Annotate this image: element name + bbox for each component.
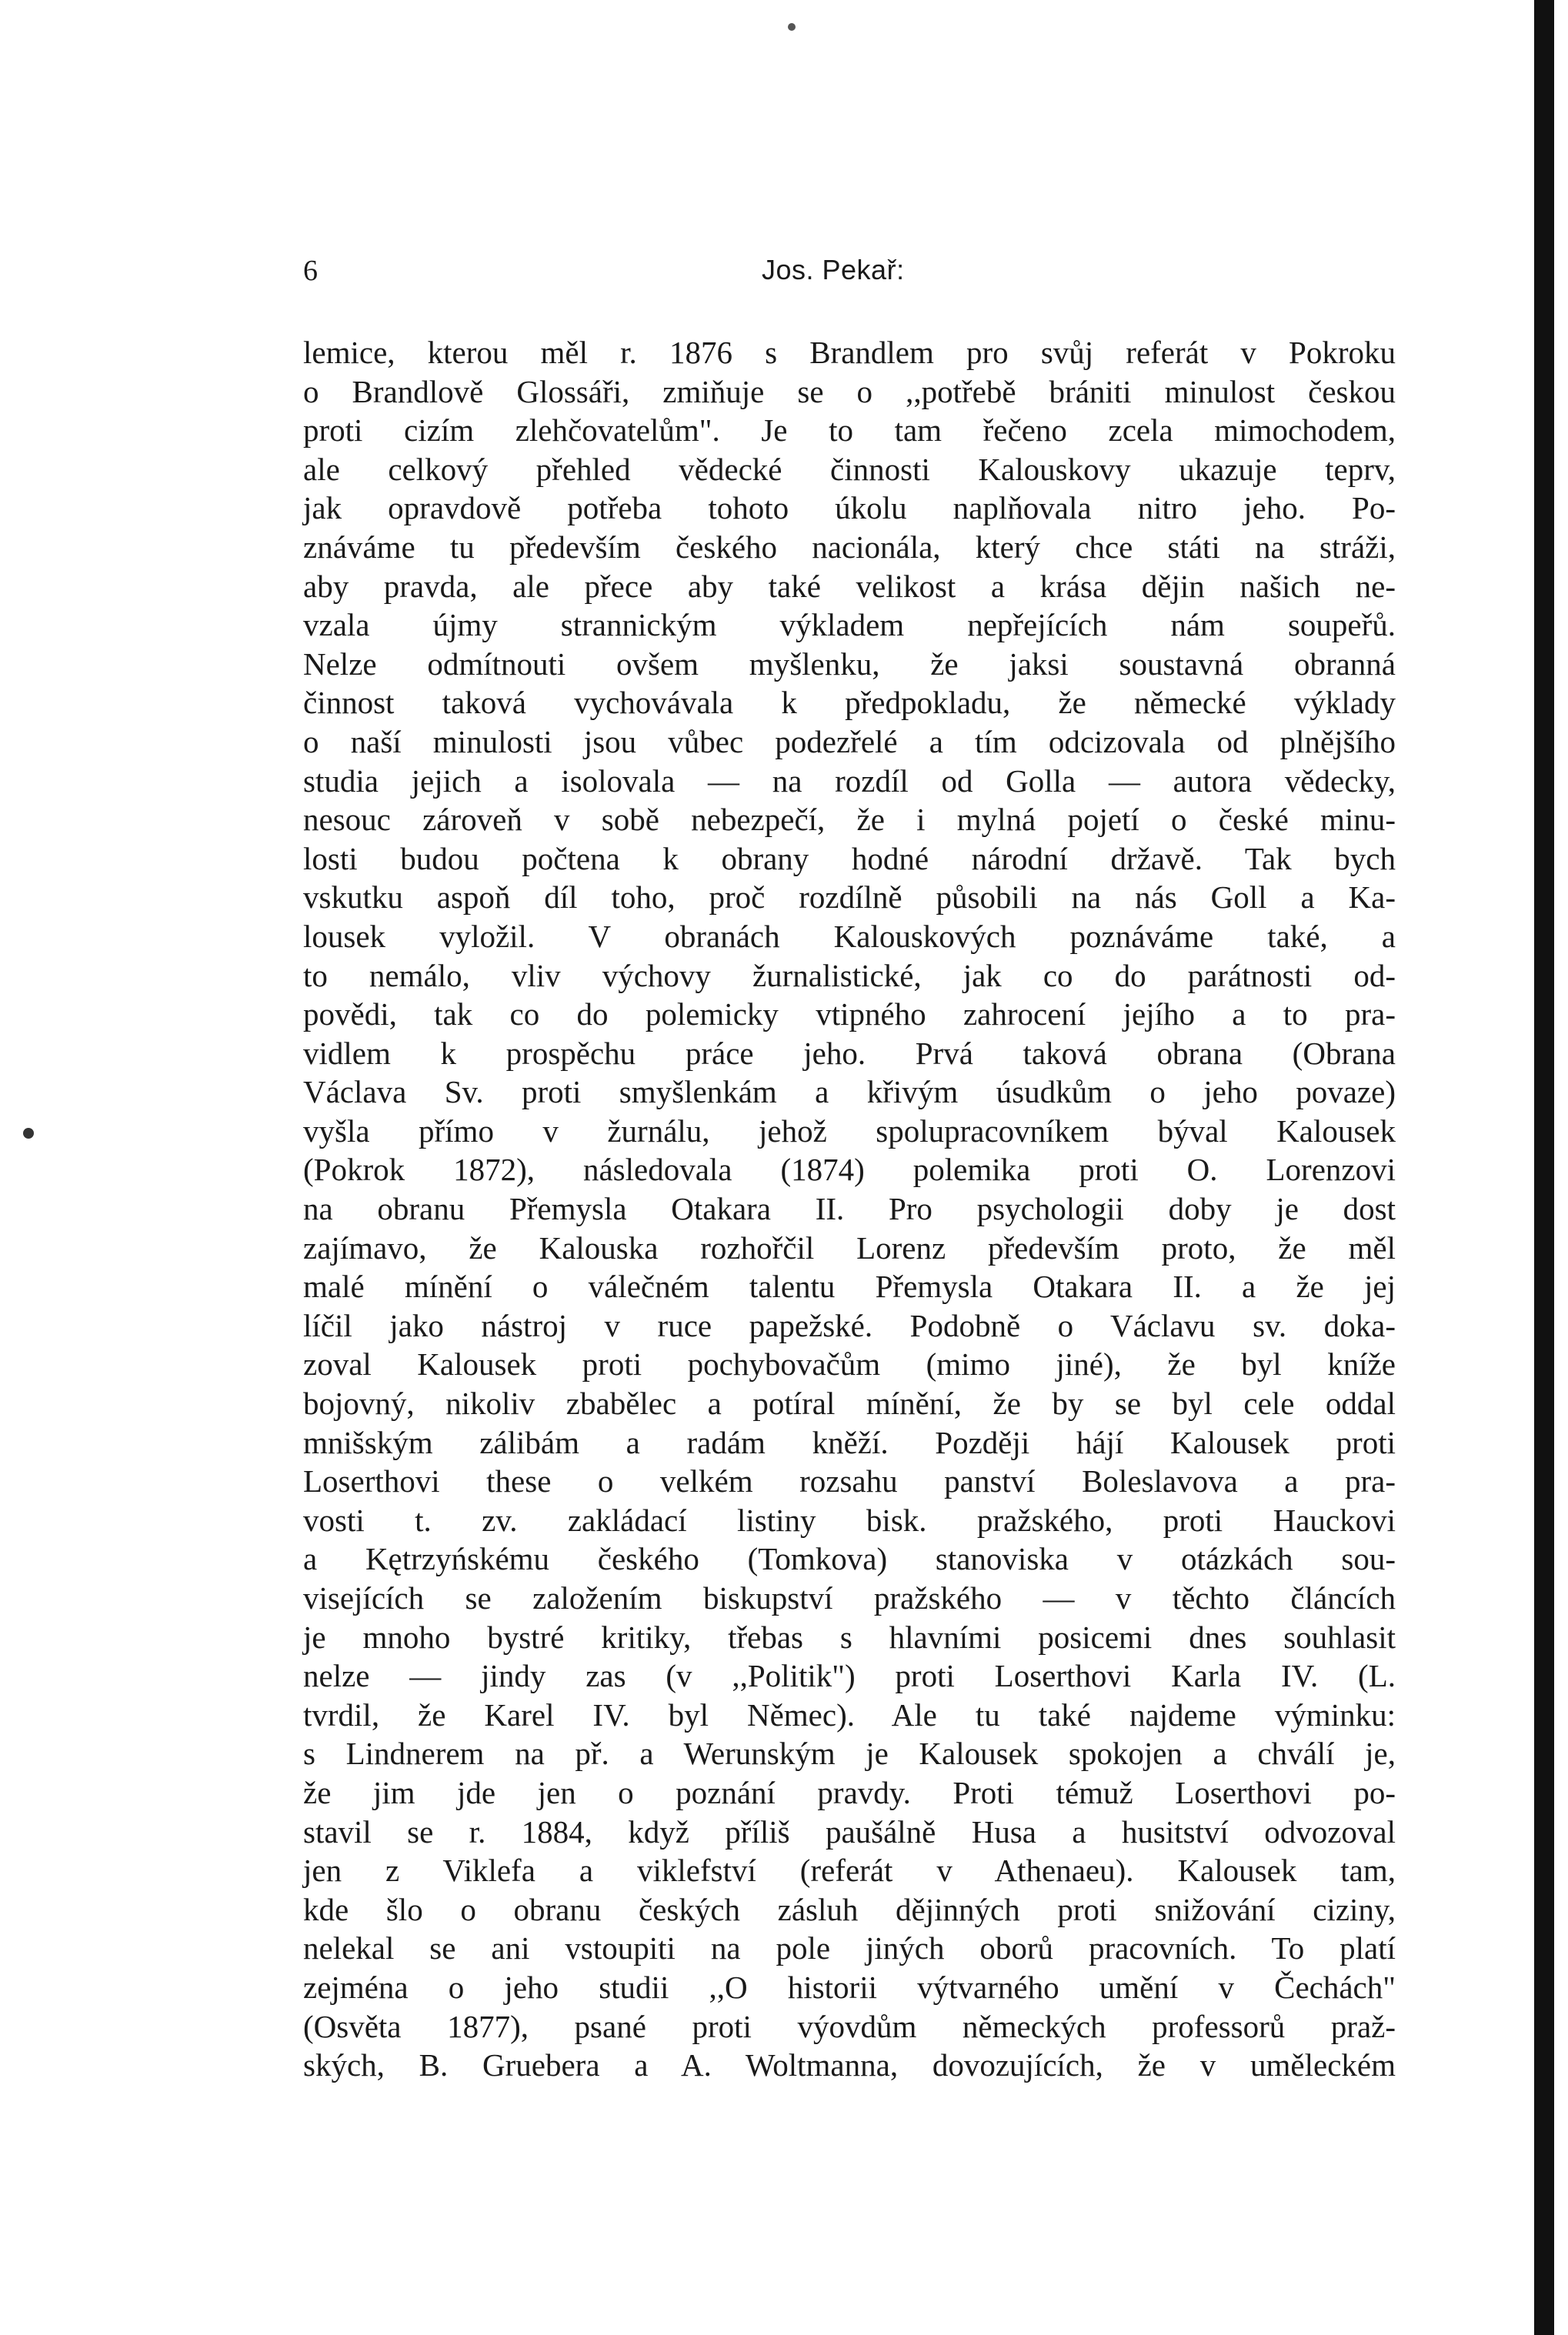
scan-edge-border <box>1534 0 1554 2335</box>
text-line: Václava Sv. proti smyšlenkám a křivým úsudkům o jeho povaze) <box>303 1074 1396 1110</box>
text-line: Nelze odmítnouti ovšem myšlenku, že jaksi soustavná obranná <box>303 645 1396 682</box>
text-line: nesouc zároveň v sobě nebezpečí, že i mylná pojetí o české minu- <box>303 802 1396 838</box>
ink-dot <box>788 23 796 31</box>
text-line: ských, B. Gruebera a A. Woltmanna, dovozujících, že v uměleckém <box>303 2047 1396 2083</box>
page-number: 6 <box>303 255 318 287</box>
text-line: studia jejich a isolovala — na rozdíl od Golla — autora vědecky, <box>303 762 1396 799</box>
running-header <box>303 254 1396 300</box>
text-line: losti budou počtena k obrany hodné národní državě. Tak bych <box>303 840 1396 876</box>
text-line: vosti t. zv. zakládací listiny bisk. pražského, proti Hauckovi <box>303 1502 1396 1538</box>
text-line: líčil jako nástroj v ruce papežské. Podobně o Václavu sv. doka- <box>303 1307 1396 1343</box>
text-line: znáváme tu především českého nacionála, který chce státi na stráži, <box>303 529 1396 565</box>
text-line: nelze — jindy zas (v ,,Politik") proti Loserthovi Karla IV. (L. <box>303 1658 1396 1694</box>
text-line: mnišským zálibám a radám kněží. Později hájí Kalousek proti <box>303 1424 1396 1460</box>
text-line: jen z Viklefa a viklefství (referát v Athenaeu). Kalousek tam, <box>303 1853 1396 1889</box>
text-line: to nemálo, vliv výchovy žurnalistické, jak co do parátnosti od- <box>303 957 1396 993</box>
text-line: nelekal se ani vstoupiti na pole jiných oborů pracovních. To platí <box>303 1930 1396 1966</box>
text-line: s Lindnerem na př. a Werunským je Kalousek spokojen a chválí je, <box>303 1736 1396 1772</box>
text-line: (Pokrok 1872), následovala (1874) polemika proti O. Lorenzovi <box>303 1152 1396 1188</box>
text-line: lousek vyložil. V obranách Kalouskových poznáváme také, a <box>303 918 1396 954</box>
text-line: a Kętrzyńskému českého (Tomkova) stanoviska v otázkách sou- <box>303 1541 1396 1577</box>
text-line: činnost taková vychovávala k předpokladu, že německé výklady <box>303 685 1396 721</box>
running-title: Jos. Pekař: <box>762 254 905 285</box>
text-line: malé mínění o válečném talentu Přemysla Otakara II. a že jej <box>303 1269 1396 1305</box>
text-line: stavil se r. 1884, když příliš paušálně Husa a husitství odvozoval <box>303 1813 1396 1850</box>
text-line: zejména o jeho studii ,,O historii výtvarného umění v Čechách" <box>303 1969 1396 2005</box>
text-line: vzala újmy strannickým výkladem nepřejících nám soupeřů. <box>303 607 1396 643</box>
text-line: proti cizím zlehčovatelům". Je to tam řečeno zcela mimochodem, <box>303 412 1396 449</box>
text-line: lemice, kterou měl r. 1876 s Brandlem pro svůj referát v Pokroku <box>303 335 1396 370</box>
text-line: vyšla přímo v žurnálu, jehož spolupracovníkem býval Kalousek <box>303 1112 1396 1149</box>
text-line: zoval Kalousek proti pochybovačům (mimo jiné), že byl kníže <box>303 1346 1396 1383</box>
text-line: tvrdil, že Karel IV. byl Němec). Ale tu také najdeme výminku: <box>303 1696 1396 1733</box>
body-text <box>303 333 1396 2085</box>
text-line: je mnoho bystré kritiky, třebas s hlavními posicemi dnes souhlasit <box>303 1619 1396 1655</box>
margin-mark <box>23 1128 34 1139</box>
text-line: (Osvěta 1877), psané proti výovdům německých professorů praž- <box>303 2008 1396 2044</box>
text-line: aby pravda, ale přece aby také velikost a krása dějin našich ne- <box>303 568 1396 604</box>
text-line: ale celkový přehled vědecké činnosti Kalouskovy ukazuje teprv, <box>303 451 1396 487</box>
text-line: vskutku aspoň díl toho, proč rozdílně působili na nás Goll a Ka- <box>303 879 1396 916</box>
text-line: vidlem k prospěchu práce jeho. Prvá taková obrana (Obrana <box>303 1035 1396 1071</box>
text-line: na obranu Přemysla Otakara II. Pro psychologii doby je dost <box>303 1191 1396 1227</box>
text-line: bojovný, nikoliv zbabělec a potíral mínění, že by se byl cele oddal <box>303 1386 1396 1422</box>
text-line: o naší minulosti jsou vůbec podezřelé a tím odcizovala od plnějšího <box>303 723 1396 759</box>
text-line: zajímavo, že Kalouska rozhořčil Lorenz především proto, že měl <box>303 1229 1396 1266</box>
text-line: visejících se založením biskupství pražského — v těchto článcích <box>303 1580 1396 1616</box>
text-line: jak opravdově potřeba tohoto úkolu naplňovala nitro jeho. Po- <box>303 490 1396 526</box>
text-line: kde šlo o obranu českých zásluh dějinných proti snižování ciziny, <box>303 1891 1396 1927</box>
text-line: že jim jde jen o poznání pravdy. Proti témuž Loserthovi po- <box>303 1774 1396 1810</box>
text-line: povědi, tak co do polemicky vtipného zahrocení jejího a to pra- <box>303 996 1396 1032</box>
text-line: o Brandlově Glossáři, zmiňuje se o ,,potřebě brániti minulost českou <box>303 373 1396 409</box>
text-line: Loserthovi these o velkém rozsahu panství Boleslavova a pra- <box>303 1463 1396 1499</box>
